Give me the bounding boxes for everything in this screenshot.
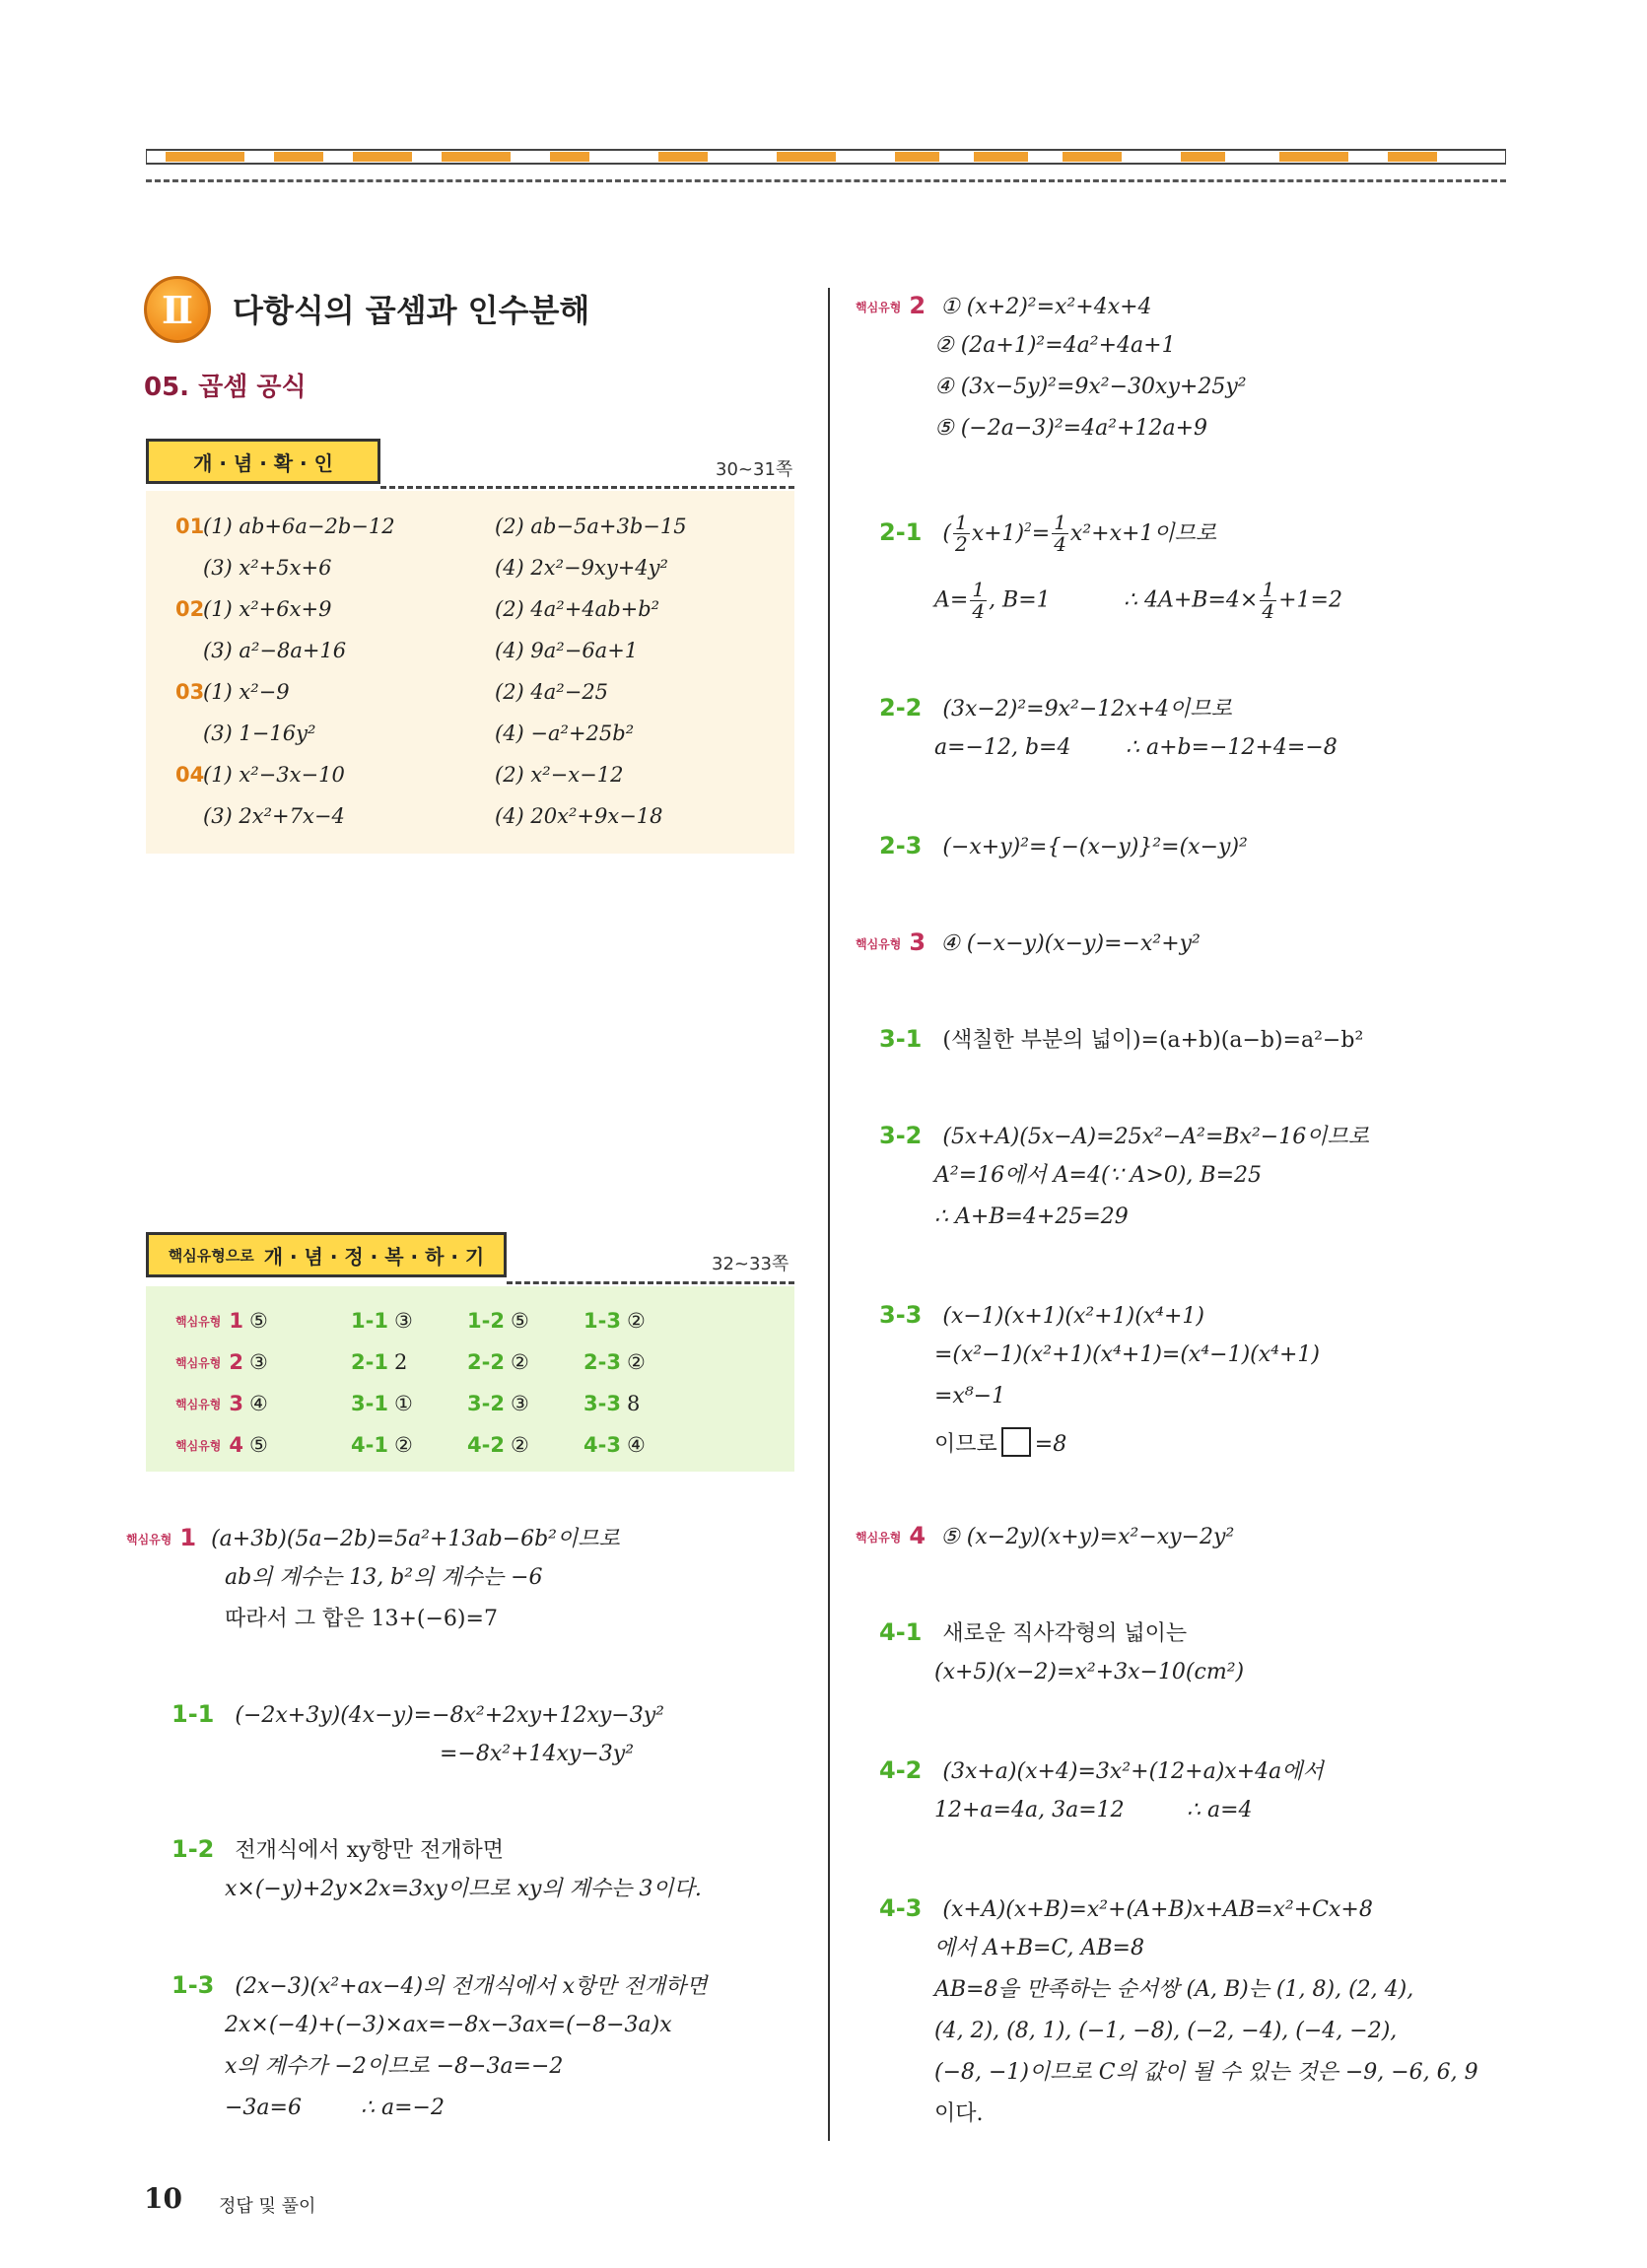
solution-line: 전개식에서 xy항만 전개하면 — [235, 1838, 504, 1863]
core-type-badge: 핵심유형 — [175, 1356, 222, 1370]
solution-number: 4-1 — [879, 1618, 923, 1646]
solution-number: 2-2 — [879, 694, 923, 722]
core-type-badge: 핵심유형 — [856, 301, 902, 314]
solution-line: ∴ a=4 — [1187, 1798, 1253, 1822]
review-label: 개 · 념 · 정 · 복 · 하 · 기 — [263, 1244, 485, 1269]
formula-part: x+1) — [971, 520, 1025, 546]
solution-1 — [126, 1526, 620, 1550]
review-item-number: 4-3 — [583, 1433, 621, 1457]
blank-box — [1001, 1427, 1031, 1457]
solution-2-3 — [879, 834, 1248, 859]
concept-answer: (1) x²−3x−10 — [203, 763, 345, 787]
solution-line: ∴ a=−2 — [361, 2096, 445, 2120]
solution-4-1 — [879, 1620, 1187, 1645]
solution-line: (2x−3)(x²+ax−4)의 전개식에서 x항만 전개하면 — [235, 1974, 708, 1999]
chapter-title: 다항식의 곱셈과 인수분해 — [233, 292, 590, 329]
solution-number: 2-1 — [879, 517, 923, 546]
solution-line: 2x×(−4)+(−3)×ax=−8x−3ax=(−8−3a)x — [225, 2013, 672, 2037]
solution-2-1-line2 — [934, 580, 1051, 622]
solution-number: 1-2 — [172, 1835, 215, 1863]
fraction-denominator: 4 — [972, 599, 986, 623]
solution-line: ① (x+2)²=x²+4x+4 — [940, 295, 1152, 319]
solution-line: (−2x+3y)(4x−y)=−8x²+2xy+12xy−3y² — [235, 1703, 664, 1728]
solution-line: (−8, −1)이므로 C의 값이 될 수 있는 것은 −9, −6, 6, 9 — [934, 2060, 1478, 2085]
concept-item-number: 02 — [175, 597, 205, 621]
review-item-answer: 2 — [393, 1350, 408, 1374]
review-item-answer: ⑤ — [249, 1309, 268, 1333]
review-answer — [351, 1309, 413, 1333]
solution-line: x의 계수가 −2이므로 −8−3a=−2 — [225, 2054, 564, 2079]
review-answer — [467, 1392, 529, 1415]
fraction-denominator: 4 — [1262, 599, 1275, 623]
solution-4-2 — [879, 1758, 1324, 1783]
concept-answer: (4) 2x²−9xy+4y² — [495, 556, 668, 580]
solution-line: (3x+a)(x+4)=3x²+(12+a)x+4a에서 — [942, 1759, 1324, 1784]
solution-line: (x−1)(x+1)(x²+1)(x⁴+1) — [942, 1304, 1205, 1329]
solution-line: (x+A)(x+B)=x²+(A+B)x+AB=x²+Cx+8 — [942, 1897, 1373, 1922]
solution-number: 1 — [179, 1524, 197, 1551]
core-type-badge: 핵심유형 — [175, 1315, 222, 1329]
concept-answer: (4) −a²+25b² — [495, 722, 635, 745]
review-item-number: 4-2 — [467, 1433, 505, 1457]
solution-line: 에서 A+B=C, AB=8 — [934, 1936, 1144, 1960]
solution-line: (x+5)(x−2)=x²+3x−10(cm²) — [934, 1660, 1245, 1684]
header-dashed-line — [146, 179, 1506, 182]
fraction-numerator: 1 — [1262, 578, 1275, 601]
review-item-answer: ③ — [510, 1392, 529, 1415]
concept-answer: (3) 1−16y² — [203, 722, 316, 745]
header-decoration-band — [146, 148, 1506, 166]
review-item-answer: ② — [393, 1433, 413, 1457]
review-answer — [175, 1433, 268, 1457]
solution-line: x×(−y)+2y×2x=3xy이므로 xy의 계수는 3이다. — [225, 1877, 702, 1901]
solution-line: ② (2a+1)²=4a²+4a+1 — [934, 333, 1176, 358]
solution-line: ④ (3x−5y)²=9x²−30xy+25y² — [934, 375, 1247, 399]
solution-number: 2 — [909, 292, 926, 319]
solution-line: =8 — [1034, 1432, 1067, 1457]
solution-number: 3-3 — [879, 1301, 923, 1329]
solution-line: (4, 2), (8, 1), (−1, −8), (−2, −4), (−4, −2), — [934, 2019, 1398, 2043]
solution-number: 3-1 — [879, 1025, 923, 1053]
chapter-number: Ⅱ — [161, 287, 194, 332]
solution-2 — [856, 294, 1152, 318]
concept-check-label: 개 · 념 · 확 · 인 — [193, 450, 333, 475]
solution-2-2 — [879, 696, 1232, 721]
solution-line: (3x−2)²=9x²−12x+4이므로 — [942, 697, 1232, 722]
review-divider — [507, 1281, 794, 1284]
review-answer — [351, 1392, 413, 1415]
solution-line: =−8x²+14xy−3y² — [440, 1742, 635, 1766]
core-type-badge: 핵심유형 — [175, 1439, 222, 1453]
review-item-answer: ⑤ — [249, 1433, 268, 1457]
solution-3-3 — [879, 1303, 1204, 1328]
concept-item-number: 03 — [175, 680, 205, 704]
review-answer — [467, 1433, 529, 1457]
review-answer — [583, 1309, 646, 1333]
solution-number: 4-2 — [879, 1756, 923, 1784]
fraction-numerator: 1 — [972, 578, 986, 601]
solution-line: a=−12, b=4 — [934, 735, 1071, 760]
solution-number: 4-3 — [879, 1894, 923, 1922]
formula-part: ∴ 4A+B=4× — [1124, 587, 1259, 613]
page-caption: 정답 및 풀이 — [219, 2196, 316, 2217]
solution-line: (색칠한 부분의 넓이)=(a+b)(a−b)=a²−b² — [942, 1028, 1364, 1053]
solution-number: 1-3 — [172, 1971, 215, 1999]
solution-number: 1-1 — [172, 1700, 215, 1728]
solution-line: 이다. — [934, 2101, 984, 2126]
concept-item-number: 04 — [175, 763, 205, 787]
review-item-number: 3-1 — [351, 1392, 388, 1415]
solution-line: ⑤ (x−2y)(x+y)=x²−xy−2y² — [940, 1525, 1235, 1549]
review-item-answer: ② — [510, 1433, 529, 1457]
concept-answer: (3) x²+5x+6 — [203, 556, 332, 580]
solution-line: 따라서 그 합은 13+(−6)=7 — [225, 1607, 498, 1631]
solution-line: (5x+A)(5x−A)=25x²−A²=Bx²−16이므로 — [942, 1125, 1369, 1149]
solution-number: 4 — [909, 1522, 926, 1549]
concept-answer: (1) x²−9 — [203, 680, 290, 704]
concept-answer: (1) ab+6a−2b−12 — [203, 515, 395, 538]
review-item-number: 2-2 — [467, 1350, 505, 1374]
review-item-number: 3 — [229, 1392, 243, 1415]
solution-4-3 — [879, 1896, 1373, 1921]
review-item-answer: ⑤ — [510, 1309, 529, 1333]
solution-2-1-line2b — [1124, 580, 1342, 622]
concept-answer: (2) 4a²+4ab+b² — [495, 597, 660, 621]
solution-3-1 — [879, 1027, 1363, 1052]
review-answer — [467, 1309, 529, 1333]
concept-item-number: 01 — [175, 515, 205, 538]
review-item-number: 1-1 — [351, 1309, 388, 1333]
concept-answer: (2) 4a²−25 — [495, 680, 609, 704]
review-item-answer: ③ — [249, 1350, 268, 1374]
solution-line: ④ (−x−y)(x−y)=−x²+y² — [940, 931, 1201, 956]
review-item-number: 3-3 — [583, 1392, 621, 1415]
solution-number: 3-2 — [879, 1122, 923, 1149]
fraction-denominator: 2 — [954, 532, 968, 556]
review-answer — [583, 1433, 646, 1457]
solution-line: AB=8을 만족하는 순서쌍 (A, B)는 (1, 8), (2, 4), — [934, 1977, 1414, 2002]
solution-4 — [856, 1524, 1234, 1548]
solution-line: A²=16에서 A=4(∵ A>0), B=25 — [934, 1163, 1263, 1188]
solution-1-3 — [172, 1973, 708, 1998]
review-item-answer: ④ — [249, 1392, 268, 1415]
formula-part: , B=1 — [989, 587, 1051, 613]
concept-check-divider — [380, 486, 794, 489]
formula: ( $\frac{1}{2}$ x+1)$^2$= $\frac{1}{4}$ x²+x+1이므로 — [942, 511, 1217, 556]
solution-1-2 — [172, 1837, 504, 1862]
solution-line: (a+3b)(5a−2b)=5a²+13ab−6b²이므로 — [211, 1527, 620, 1551]
solution-line: ∴ A+B=4+25=29 — [934, 1204, 1129, 1229]
solution-line: ab의 계수는 13, b²의 계수는 −6 — [225, 1565, 543, 1590]
solution-3-3-answer — [934, 1427, 1066, 1457]
section-title: 05. 곱셈 공식 — [144, 373, 307, 402]
page-number: 10 — [144, 2182, 182, 2215]
review-item-answer: ④ — [626, 1433, 646, 1457]
solution-line: ∴ a+b=−12+4=−8 — [1126, 735, 1338, 760]
review-answer — [175, 1392, 268, 1415]
solution-line: =(x²−1)(x²+1)(x⁴+1)=(x⁴−1)(x⁴+1) — [934, 1342, 1320, 1367]
formula-part: x²+x+1이므로 — [1069, 520, 1217, 546]
concept-check-tab — [146, 439, 380, 484]
review-item-number: 4-1 — [351, 1433, 388, 1457]
fraction-denominator: 4 — [1054, 532, 1066, 556]
solution-line: 새로운 직사각형의 넓이는 — [942, 1621, 1188, 1646]
fraction-numerator: 1 — [1054, 511, 1066, 534]
solution-number: 3 — [909, 928, 926, 956]
review-answer — [467, 1350, 529, 1374]
concept-answer: (2) ab−5a+3b−15 — [495, 515, 687, 538]
solution-line: ⑤ (−2a−3)²=4a²+12a+9 — [934, 416, 1208, 441]
core-type-badge: 핵심유형 — [175, 1398, 222, 1411]
solution-2-1 — [879, 513, 1216, 555]
solution-line: (−x+y)²={−(x−y)}²=(x−y)² — [942, 835, 1248, 859]
concept-answer: (2) x²−x−12 — [495, 763, 624, 787]
solution-line: =x⁸−1 — [934, 1384, 1006, 1409]
review-answer — [583, 1392, 640, 1415]
review-item-answer: ② — [626, 1350, 646, 1374]
formula-part: = — [1031, 520, 1051, 546]
review-answer — [175, 1350, 268, 1374]
solution-3 — [856, 930, 1201, 955]
review-answer — [351, 1433, 413, 1457]
review-item-number: 1-2 — [467, 1309, 505, 1333]
concept-answer: (3) a²−8a+16 — [203, 639, 347, 662]
review-item-answer: ③ — [393, 1309, 413, 1333]
review-item-number: 2-1 — [351, 1350, 388, 1374]
formula-part: +1=2 — [1278, 587, 1342, 613]
review-item-number: 2 — [229, 1350, 243, 1374]
review-item-answer: ① — [393, 1392, 413, 1415]
core-type-badge: 핵심유형 — [126, 1533, 172, 1546]
solution-line: 이므로 — [934, 1432, 997, 1457]
concept-answer: (1) x²+6x+9 — [203, 597, 332, 621]
review-item-number: 2-3 — [583, 1350, 621, 1374]
review-answer — [351, 1350, 407, 1374]
solution-1-1 — [172, 1702, 664, 1727]
review-item-number: 1-3 — [583, 1309, 621, 1333]
concept-check-pages: 30~31쪽 — [716, 459, 793, 480]
solution-line: 12+a=4a, 3a=12 — [934, 1798, 1125, 1822]
chapter-badge — [144, 276, 211, 343]
review-item-number: 3-2 — [467, 1392, 505, 1415]
review-tab — [146, 1232, 507, 1277]
formula-part: A= — [934, 587, 969, 613]
review-answer — [175, 1309, 268, 1333]
core-type-badge: 핵심유형 — [856, 1531, 902, 1545]
concept-check-box — [146, 491, 794, 854]
review-item-answer: ② — [510, 1350, 529, 1374]
solution-3-2 — [879, 1124, 1369, 1148]
core-type-badge: 핵심유형 — [856, 937, 902, 951]
review-answer — [583, 1350, 646, 1374]
review-item-answer: 8 — [626, 1392, 641, 1415]
review-pages: 32~33쪽 — [712, 1254, 789, 1274]
concept-answer: (4) 20x²+9x−18 — [495, 804, 663, 828]
review-prefix: 핵심유형으로 — [168, 1246, 254, 1265]
review-item-number: 4 — [229, 1433, 243, 1457]
concept-answer: (4) 9a²−6a+1 — [495, 639, 639, 662]
review-item-answer: ② — [626, 1309, 646, 1333]
solution-number: 2-3 — [879, 832, 923, 859]
review-item-number: 1 — [229, 1309, 243, 1333]
column-divider — [828, 288, 830, 2141]
solution-line: −3a=6 — [225, 2096, 302, 2120]
fraction-numerator: 1 — [954, 511, 968, 534]
concept-answer: (3) 2x²+7x−4 — [203, 804, 345, 828]
